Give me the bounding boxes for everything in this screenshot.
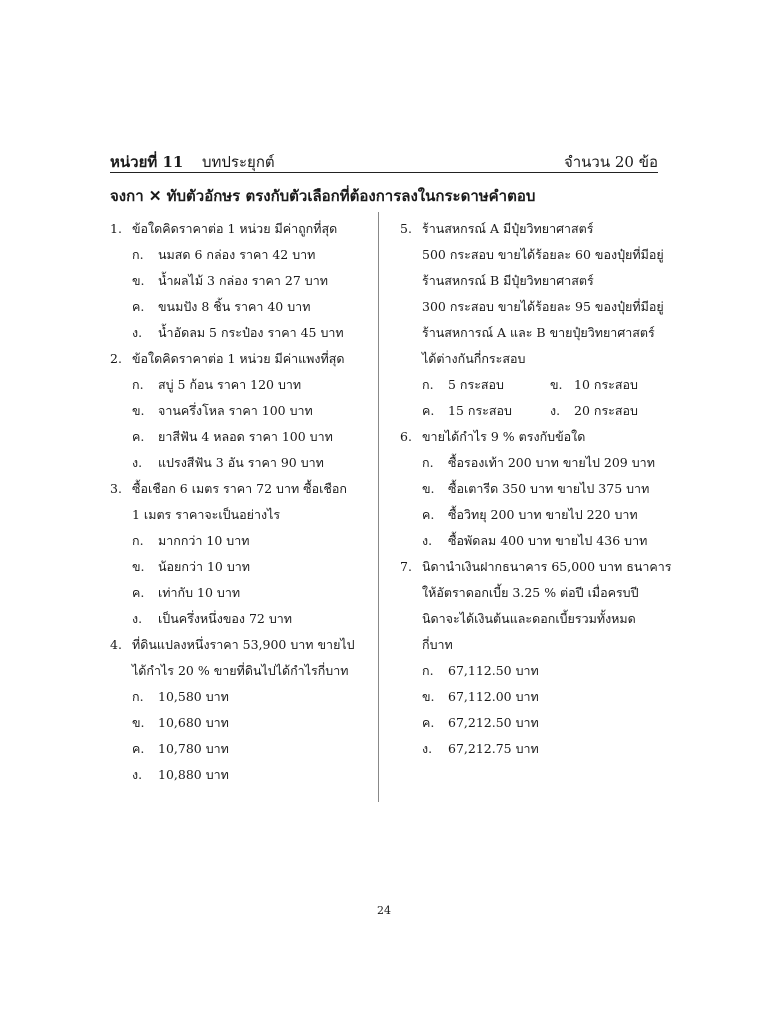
option-text: จานครึ่งโหล ราคา 100 บาท bbox=[158, 403, 313, 418]
option-label: ง. bbox=[132, 611, 143, 626]
option-label: ก. bbox=[422, 663, 434, 678]
option-text[interactable]: 5 กระสอบ bbox=[448, 377, 504, 392]
question-stem: ได้ต่างกันกี่กระสอบ bbox=[422, 351, 526, 366]
unit-label: หน่วยที่ 11 bbox=[110, 153, 184, 171]
question-stem-continued bbox=[400, 294, 670, 320]
option-text: ซื้อวิทยุ 200 บาท ขายไป 220 บาท bbox=[448, 507, 638, 522]
option-label: ก. bbox=[132, 689, 144, 704]
page-header bbox=[110, 150, 658, 172]
question-stem: นิดานำเงินฝากธนาคาร 65,000 บาท ธนาคาร bbox=[422, 559, 672, 574]
question-7 bbox=[400, 554, 670, 580]
option-item[interactable] bbox=[400, 684, 670, 710]
question-6 bbox=[400, 424, 670, 450]
question-stem: ร้านสหกรณ์ A มีปุ๋ยวิทยาศาสตร์ bbox=[422, 221, 594, 236]
question-number: 5. bbox=[400, 221, 412, 236]
option-text: 67,212.50 บาท bbox=[448, 715, 539, 730]
question-3 bbox=[110, 476, 372, 502]
option-label[interactable]: ง. bbox=[550, 403, 561, 418]
question-number: 2. bbox=[110, 351, 122, 366]
option-item[interactable] bbox=[110, 528, 372, 554]
option-item[interactable] bbox=[110, 580, 372, 606]
option-label: ค. bbox=[132, 429, 145, 444]
option-item[interactable] bbox=[110, 372, 372, 398]
option-text: ยาสีฟัน 4 หลอด ราคา 100 บาท bbox=[158, 429, 333, 444]
option-text: แปรงสีฟัน 3 อัน ราคา 90 บาท bbox=[158, 455, 324, 470]
option-item[interactable] bbox=[400, 450, 670, 476]
question-number: 3. bbox=[110, 481, 122, 496]
option-label: ค. bbox=[422, 507, 435, 522]
option-item[interactable] bbox=[110, 554, 372, 580]
option-text: น้ำผลไม้ 3 กล่อง ราคา 27 บาท bbox=[158, 273, 328, 288]
option-item[interactable] bbox=[400, 476, 670, 502]
option-text: 10,880 บาท bbox=[158, 767, 229, 782]
question-number: 7. bbox=[400, 559, 412, 574]
option-label: ก. bbox=[422, 455, 434, 470]
option-text: 67,112.00 บาท bbox=[448, 689, 539, 704]
option-item[interactable] bbox=[110, 268, 372, 294]
option-label: ง. bbox=[132, 455, 143, 470]
option-text: มากกว่า 10 บาท bbox=[158, 533, 250, 548]
question-stem-continued bbox=[400, 632, 670, 658]
option-label: ก. bbox=[132, 533, 144, 548]
page-number: 24 bbox=[377, 904, 391, 917]
option-item[interactable] bbox=[110, 294, 372, 320]
option-item[interactable] bbox=[400, 736, 670, 762]
option-text: ซื้อพัดลม 400 บาท ขายไป 436 บาท bbox=[448, 533, 648, 548]
option-text: ซื้อเตารีด 350 บาท ขายไป 375 บาท bbox=[448, 481, 650, 496]
question-number: 4. bbox=[110, 637, 122, 652]
question-stem-continued bbox=[400, 346, 670, 372]
question-stem: กี่บาท bbox=[422, 637, 453, 652]
question-1 bbox=[110, 216, 372, 242]
option-item[interactable] bbox=[400, 528, 670, 554]
question-stem: 300 กระสอบ ขายได้ร้อยละ 95 ของปุ๋ยที่มีอยู่ bbox=[422, 299, 664, 314]
question-stem: ข้อใดคิดราคาต่อ 1 หน่วย มีค่าแพงที่สุด bbox=[132, 351, 345, 366]
question-stem: ร้านสหกรณ์ B มีปุ๋ยวิทยาศาสตร์ bbox=[422, 273, 594, 288]
option-item[interactable] bbox=[110, 320, 372, 346]
option-item[interactable] bbox=[110, 736, 372, 762]
option-label: ก. bbox=[132, 247, 144, 262]
option-text[interactable]: 20 กระสอบ bbox=[574, 403, 638, 418]
option-text: 67,112.50 บาท bbox=[448, 663, 539, 678]
question-stem-continued bbox=[400, 268, 670, 294]
option-item[interactable] bbox=[110, 424, 372, 450]
option-label: ง. bbox=[132, 767, 143, 782]
option-text: ขนมปัง 8 ชิ้น ราคา 40 บาท bbox=[158, 299, 311, 314]
option-text: เท่ากับ 10 บาท bbox=[158, 585, 241, 600]
question-stem: ซื้อเชือก 6 เมตร ราคา 72 บาท ซื้อเชือก bbox=[132, 481, 347, 496]
option-item[interactable] bbox=[110, 242, 372, 268]
question-stem-continued bbox=[110, 658, 372, 684]
question-stem-continued bbox=[110, 502, 372, 528]
option-item[interactable] bbox=[110, 710, 372, 736]
option-text: 67,212.75 บาท bbox=[448, 741, 539, 756]
option-text: เป็นครึ่งหนึ่งของ 72 บาท bbox=[158, 611, 293, 626]
option-item[interactable] bbox=[400, 658, 670, 684]
option-row bbox=[400, 398, 670, 424]
option-text: 10,780 บาท bbox=[158, 741, 229, 756]
option-label: ข. bbox=[132, 403, 145, 418]
option-text: น้ำอัดลม 5 กระป๋อง ราคา 45 บาท bbox=[158, 325, 344, 340]
option-label: ง. bbox=[422, 533, 433, 548]
question-stem: ที่ดินแปลงหนึ่งราคา 53,900 บาท ขายไป bbox=[132, 637, 355, 652]
option-item[interactable] bbox=[110, 606, 372, 632]
question-number: 6. bbox=[400, 429, 412, 444]
option-label: ค. bbox=[132, 299, 145, 314]
question-stem: ให้อัตราดอกเบี้ย 3.25 % ต่อปี เมื่อครบปี bbox=[422, 585, 639, 600]
option-text[interactable]: 15 กระสอบ bbox=[448, 403, 512, 418]
column-divider bbox=[378, 212, 379, 802]
option-text: ซื้อรองเท้า 200 บาท ขายไป 209 บาท bbox=[448, 455, 655, 470]
question-4 bbox=[110, 632, 372, 658]
question-number: 1. bbox=[110, 221, 122, 236]
option-label: ข. bbox=[132, 559, 145, 574]
option-label[interactable]: ข. bbox=[550, 377, 563, 392]
question-stem: นิดาจะได้เงินต้นและดอกเบี้ยรวมทั้งหมด bbox=[422, 611, 636, 626]
question-2 bbox=[110, 346, 372, 372]
option-label[interactable]: ค. bbox=[422, 403, 435, 418]
instructions: จงกา ✕ ทับตัวอักษร ตรงกับตัวเลือกที่ต้องการลงในกระดาษคำตอบ bbox=[110, 187, 536, 205]
option-label: ก. bbox=[132, 377, 144, 392]
question-stem: ได้กำไร 20 % ขายที่ดินไปได้กำไรกี่บาท bbox=[132, 663, 349, 678]
option-label: ข. bbox=[132, 715, 145, 730]
option-text: น้อยกว่า 10 บาท bbox=[158, 559, 251, 574]
option-label: ข. bbox=[422, 481, 435, 496]
question-stem: 500 กระสอบ ขายได้ร้อยละ 60 ของปุ๋ยที่มีอยู่ bbox=[422, 247, 664, 262]
option-item[interactable] bbox=[110, 450, 372, 476]
right-column bbox=[400, 216, 670, 762]
option-text[interactable]: 10 กระสอบ bbox=[574, 377, 638, 392]
option-text: 10,680 บาท bbox=[158, 715, 229, 730]
option-row bbox=[400, 372, 670, 398]
option-item[interactable] bbox=[110, 762, 372, 788]
question-stem-continued bbox=[400, 580, 670, 606]
option-label: ค. bbox=[132, 741, 145, 756]
option-text: นมสด 6 กล่อง ราคา 42 บาท bbox=[158, 247, 316, 262]
question-5 bbox=[400, 216, 670, 242]
question-stem-continued bbox=[400, 606, 670, 632]
option-label: ค. bbox=[422, 715, 435, 730]
question-stem-continued bbox=[400, 242, 670, 268]
unit-title: บทประยุกต์ bbox=[202, 153, 275, 171]
option-text: สบู่ 5 ก้อน ราคา 120 บาท bbox=[158, 377, 302, 392]
question-count: จำนวน 20 ข้อ bbox=[563, 153, 658, 171]
option-item[interactable] bbox=[400, 710, 670, 736]
option-label: ข. bbox=[422, 689, 435, 704]
question-stem: ร้านสหการณ์ A และ B ขายปุ๋ยวิทยาศาสตร์ bbox=[422, 325, 655, 340]
question-stem: ขายได้กำไร 9 % ตรงกับข้อใด bbox=[422, 429, 586, 444]
option-item[interactable] bbox=[110, 684, 372, 710]
question-stem: 1 เมตร ราคาจะเป็นอย่างไร bbox=[132, 507, 281, 522]
question-stem-continued bbox=[400, 320, 670, 346]
option-label: ค. bbox=[132, 585, 145, 600]
option-label: ข. bbox=[132, 273, 145, 288]
header-divider bbox=[110, 172, 658, 173]
option-label[interactable]: ก. bbox=[422, 377, 434, 392]
option-item[interactable] bbox=[110, 398, 372, 424]
option-item[interactable] bbox=[400, 502, 670, 528]
left-column bbox=[110, 216, 372, 788]
option-text: 10,580 บาท bbox=[158, 689, 229, 704]
option-label: ง. bbox=[132, 325, 143, 340]
option-label: ง. bbox=[422, 741, 433, 756]
question-stem: ข้อใดคิดราคาต่อ 1 หน่วย มีค่าถูกที่สุด bbox=[132, 221, 338, 236]
